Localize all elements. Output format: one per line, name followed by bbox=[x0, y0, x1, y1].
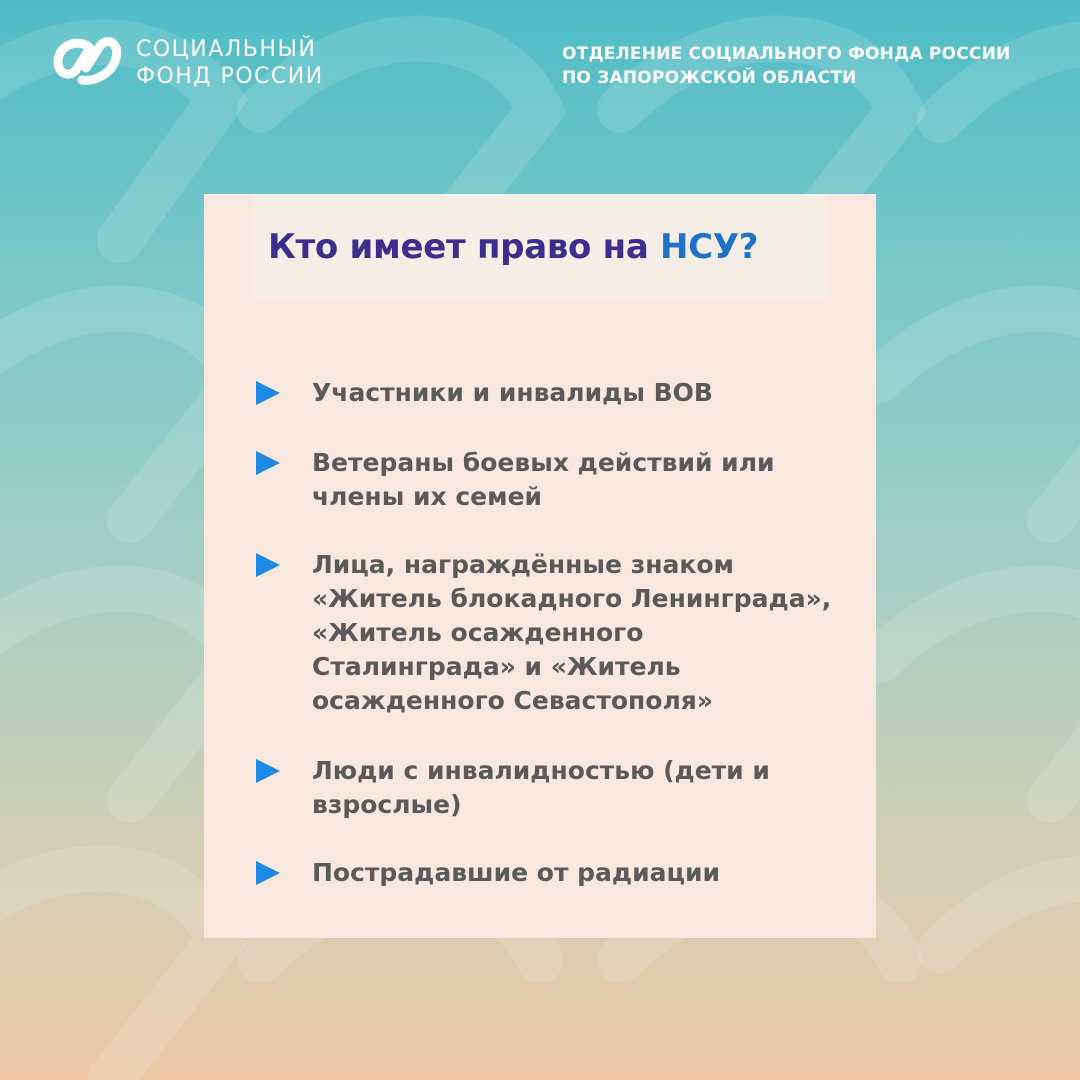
list-item-text bbox=[312, 754, 872, 822]
list-item-line: осажденного Севастополя» bbox=[312, 686, 713, 715]
list-item bbox=[254, 548, 872, 718]
list-item bbox=[254, 856, 872, 890]
triangle-bullet-icon bbox=[254, 859, 282, 887]
list-item bbox=[254, 446, 872, 514]
list-item-text bbox=[312, 548, 872, 718]
brand-name-line1: СОЦИАЛЬНЫЙ bbox=[136, 37, 317, 62]
organization-line2: ПО ЗАПОРОЖСКОЙ ОБЛАСТИ bbox=[562, 68, 857, 88]
card-title-accent: НСУ? bbox=[660, 227, 759, 267]
triangle-bullet-icon bbox=[254, 449, 282, 477]
list-item-line: «Житель блокадного Ленинграда», bbox=[312, 584, 832, 613]
list-item-text bbox=[312, 376, 872, 410]
list-item-line: Люди с инвалидностью (дети и bbox=[312, 756, 770, 785]
sfr-logo-icon bbox=[50, 32, 122, 94]
list-item-line: члены их семей bbox=[312, 482, 543, 511]
list-item-line: Пострадавшие от радиации bbox=[312, 858, 721, 887]
list-item-line: «Житель осажденного bbox=[312, 618, 644, 647]
card-title bbox=[268, 227, 758, 267]
list-item bbox=[254, 754, 872, 822]
brand-name-line2: ФОНД РОССИИ bbox=[136, 64, 324, 89]
list-item-text bbox=[312, 856, 872, 890]
card-title-main: Кто имеет право на bbox=[268, 227, 661, 267]
triangle-bullet-icon bbox=[254, 379, 282, 407]
organization-line1: ОТДЕЛЕНИЕ СОЦИАЛЬНОГО ФОНДА РОССИИ bbox=[562, 44, 1011, 64]
list-item-text bbox=[312, 446, 872, 514]
list-item-line: взрослые) bbox=[312, 790, 462, 819]
brand-name bbox=[136, 36, 324, 90]
triangle-bullet-icon bbox=[254, 757, 282, 785]
list-item bbox=[254, 376, 872, 410]
organization-name bbox=[562, 42, 1052, 90]
list-item-line: Ветераны боевых действий или bbox=[312, 448, 775, 477]
list-item-line: Сталинграда» и «Житель bbox=[312, 652, 681, 681]
list-item-line: Лица, награждённые знаком bbox=[312, 550, 734, 579]
triangle-bullet-icon bbox=[254, 551, 282, 579]
info-card bbox=[204, 194, 876, 938]
brand-logo bbox=[50, 32, 324, 94]
title-box bbox=[254, 194, 828, 300]
list-item-line: Участники и инвалиды ВОВ bbox=[312, 378, 713, 407]
